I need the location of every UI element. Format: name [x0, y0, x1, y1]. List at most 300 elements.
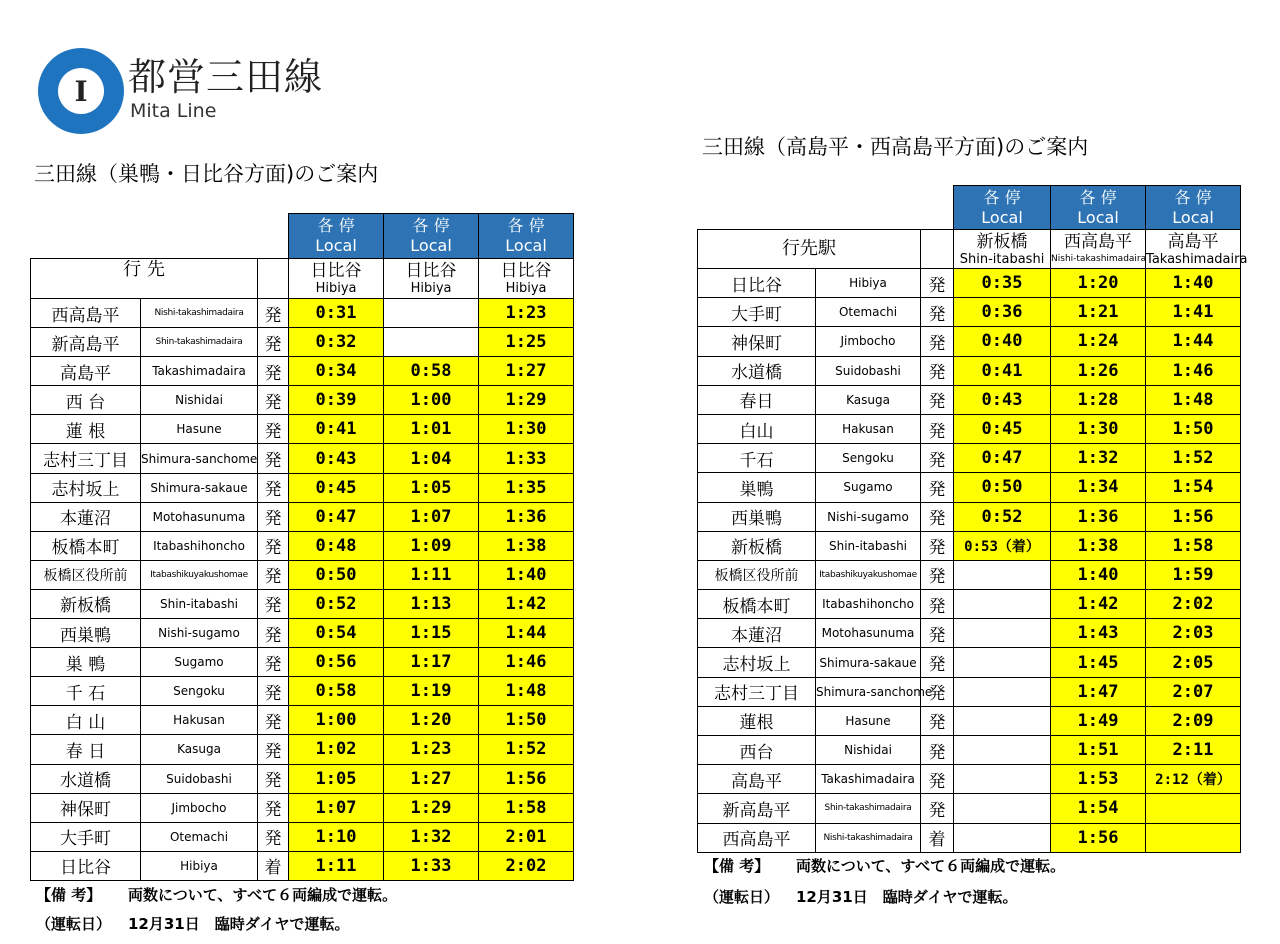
station-name-en: Shimura-sanchome: [141, 444, 258, 473]
station-name-en: Takashimadaira: [141, 357, 258, 386]
line-name-en: Mita Line: [130, 100, 217, 122]
dep-arr-mark: 発: [258, 589, 289, 618]
terminal-en: Hibiya: [505, 281, 547, 296]
train-type-en: Local: [505, 236, 547, 255]
station-name-jp: 新高島平: [698, 794, 816, 823]
time-cell: 1:53: [1051, 765, 1146, 794]
note-label: （運転日）: [704, 888, 780, 906]
time-cell: 1:36: [1051, 502, 1146, 531]
note: [704, 887, 1017, 907]
destination-header: 行先駅: [698, 230, 921, 269]
time-cell: 1:58: [1146, 531, 1241, 560]
time-cell: 2:05: [1146, 648, 1241, 677]
time-cell: [954, 590, 1051, 619]
station-row: [31, 706, 574, 735]
time-cell: 0:40: [954, 327, 1051, 356]
train-type: [1146, 186, 1241, 230]
station-row: [31, 357, 574, 386]
station-name-jp: 板橋区役所前: [698, 560, 816, 589]
station-row: [31, 560, 574, 589]
train-type-en: Local: [1077, 207, 1119, 227]
time-cell: 1:20: [384, 706, 479, 735]
dep-arr-mark: 発: [921, 794, 954, 823]
train-type-en: Local: [1172, 207, 1214, 227]
station-row: [31, 851, 574, 880]
terminal-station: [1146, 230, 1248, 269]
time-cell: 1:45: [1051, 648, 1146, 677]
time-cell: 1:00: [289, 706, 384, 735]
time-cell: 2:12（着）: [1146, 765, 1241, 794]
station-name-en: Shimura-sakaue: [816, 648, 921, 677]
terminal-station: [1051, 230, 1146, 269]
train-type: [479, 214, 574, 259]
time-cell: 1:05: [384, 473, 479, 502]
dep-arr-mark: 発: [921, 269, 954, 298]
terminal-station: [954, 230, 1051, 269]
timetable-takashimadaira: [697, 185, 1248, 853]
time-cell: 2:01: [479, 822, 574, 851]
station-name-jp: 新高島平: [31, 328, 141, 357]
dep-arr-mark: 発: [921, 736, 954, 765]
station-row: [31, 299, 574, 328]
station-row: [31, 822, 574, 851]
time-cell: 1:43: [1051, 619, 1146, 648]
note-text: 両数について、すべて６両編成で運転。: [796, 857, 1066, 875]
time-cell: 1:54: [1146, 473, 1241, 502]
station-name-jp: 高島平: [31, 357, 141, 386]
dep-arr-mark: 発: [921, 677, 954, 706]
time-cell: 0:47: [954, 444, 1051, 473]
blank-cell: [921, 230, 954, 269]
dep-arr-mark: 発: [258, 793, 289, 822]
station-name-en: Shimura-sanchome: [816, 677, 921, 706]
time-cell: 0:53（着）: [954, 531, 1051, 560]
train-type-jp: 各 停: [507, 216, 545, 235]
station-name-jp: 板橋本町: [698, 590, 816, 619]
station-name-jp: 西巣鴨: [698, 502, 816, 531]
time-cell: 1:46: [479, 648, 574, 677]
time-cell: [954, 648, 1051, 677]
train-type: [954, 186, 1051, 230]
time-cell: 1:51: [1051, 736, 1146, 765]
time-cell: 1:48: [479, 677, 574, 706]
station-name-en: Motohasunuma: [816, 619, 921, 648]
station-name-jp: 白山: [698, 414, 816, 443]
train-type-jp: 各 停: [317, 216, 355, 235]
station-name-jp: 西巣鴨: [31, 619, 141, 648]
station-name-jp: 板橋本町: [31, 531, 141, 560]
station-name-en: Hasune: [141, 415, 258, 444]
station-name-en: Sengoku: [141, 677, 258, 706]
dep-arr-mark: 発: [921, 414, 954, 443]
destination-header: 行 先: [31, 259, 258, 299]
dep-arr-mark: 着: [921, 823, 954, 852]
time-cell: 1:23: [479, 299, 574, 328]
dep-arr-mark: 発: [921, 502, 954, 531]
station-name-jp: 新板橋: [698, 531, 816, 560]
time-cell: 1:09: [384, 531, 479, 560]
station-name-jp: 蓮根: [698, 706, 816, 735]
station-name-en: Motohasunuma: [141, 502, 258, 531]
station-row: [698, 619, 1241, 648]
terminal-en: Hibiya: [410, 281, 452, 296]
time-cell: 0:43: [289, 444, 384, 473]
header-row: [698, 230, 1241, 269]
dep-arr-mark: 発: [921, 560, 954, 589]
station-name-jp: 大手町: [31, 822, 141, 851]
station-name-en: Kasuga: [816, 385, 921, 414]
dep-arr-mark: 発: [258, 706, 289, 735]
train-type-jp: 各 停: [983, 187, 1021, 207]
time-cell: 1:07: [289, 793, 384, 822]
timetable-sugamo-hibiya: [30, 213, 574, 881]
station-name-jp: 本蓮沼: [31, 502, 141, 531]
station-name-jp: 大手町: [698, 298, 816, 327]
station-row: [698, 590, 1241, 619]
time-cell: 1:41: [1146, 298, 1241, 327]
train-type-en: Local: [410, 236, 452, 255]
terminal-jp: 新板橋: [976, 231, 1028, 252]
header-row: [31, 259, 574, 299]
station-name-jp: 神保町: [31, 793, 141, 822]
train-type-en: Local: [981, 207, 1023, 227]
station-name-en: Itabashikuyakushomae: [816, 560, 921, 589]
station-name-jp: 本蓮沼: [698, 619, 816, 648]
station-name-en: Itabashihoncho: [141, 531, 258, 560]
dep-arr-mark: 発: [921, 298, 954, 327]
time-cell: 0:47: [289, 502, 384, 531]
time-cell: 0:31: [289, 299, 384, 328]
time-cell: 1:40: [1146, 269, 1241, 298]
station-row: [698, 327, 1241, 356]
time-cell: 0:35: [954, 269, 1051, 298]
time-cell: 0:58: [384, 357, 479, 386]
time-cell: 1:28: [1051, 385, 1146, 414]
time-cell: 0:58: [289, 677, 384, 706]
station-name-en: Suidobashi: [816, 356, 921, 385]
station-row: [698, 765, 1241, 794]
time-cell: 1:25: [479, 328, 574, 357]
dep-arr-mark: 発: [921, 444, 954, 473]
dep-arr-mark: 発: [258, 386, 289, 415]
time-cell: 2:09: [1146, 706, 1241, 735]
time-cell: 1:13: [384, 589, 479, 618]
terminal-en: Hibiya: [315, 281, 357, 296]
time-cell: 1:42: [1051, 590, 1146, 619]
train-type: [1051, 186, 1146, 230]
station-name-jp: 西 台: [31, 386, 141, 415]
station-row: [31, 502, 574, 531]
time-cell: [954, 677, 1051, 706]
dep-arr-mark: 発: [921, 590, 954, 619]
time-cell: 0:56: [289, 648, 384, 677]
dep-arr-mark: 発: [258, 444, 289, 473]
station-row: [698, 560, 1241, 589]
station-name-jp: 巣鴨: [698, 473, 816, 502]
time-cell: 1:23: [384, 735, 479, 764]
station-row: [31, 619, 574, 648]
time-cell: 1:30: [1051, 414, 1146, 443]
time-cell: 1:33: [384, 851, 479, 880]
time-cell: 1:40: [479, 560, 574, 589]
time-cell: 1:49: [1051, 706, 1146, 735]
terminal-station: [479, 259, 574, 299]
time-cell: [954, 560, 1051, 589]
time-cell: 1:52: [479, 735, 574, 764]
note-label: 【備 考】: [36, 886, 102, 904]
time-cell: 1:56: [479, 764, 574, 793]
station-name-jp: 神保町: [698, 327, 816, 356]
station-name-jp: 巣 鴨: [31, 648, 141, 677]
terminal-jp: 高島平: [1167, 231, 1219, 252]
time-cell: 1:32: [1051, 444, 1146, 473]
dep-arr-mark: 発: [258, 531, 289, 560]
station-name-en: Sugamo: [816, 473, 921, 502]
station-name-jp: 水道橋: [31, 764, 141, 793]
blank-cell: [258, 259, 289, 299]
time-cell: [384, 299, 479, 328]
time-cell: 1:27: [479, 357, 574, 386]
station-row: [31, 415, 574, 444]
time-cell: [1146, 794, 1241, 823]
station-row: [698, 298, 1241, 327]
mita-line-logo: [38, 48, 124, 134]
station-name-jp: 西台: [698, 736, 816, 765]
station-name-jp: 志村三丁目: [31, 444, 141, 473]
station-name-jp: 蓮 根: [31, 415, 141, 444]
dep-arr-mark: 発: [921, 619, 954, 648]
time-cell: 1:01: [384, 415, 479, 444]
station-row: [698, 677, 1241, 706]
note: [36, 914, 349, 934]
terminal-jp: 日比谷: [405, 261, 457, 281]
dep-arr-mark: 発: [921, 531, 954, 560]
station-name-jp: 水道橋: [698, 356, 816, 385]
time-cell: 1:56: [1146, 502, 1241, 531]
time-cell: 1:33: [479, 444, 574, 473]
time-cell: [954, 765, 1051, 794]
station-name-en: Sugamo: [141, 648, 258, 677]
time-cell: 0:41: [289, 415, 384, 444]
station-row: [31, 735, 574, 764]
station-name-en: Itabashikuyakushomae: [141, 560, 258, 589]
station-row: [698, 356, 1241, 385]
time-cell: 1:42: [479, 589, 574, 618]
station-name-jp: 板橋区役所前: [31, 560, 141, 589]
note: [36, 885, 397, 905]
time-cell: 1:27: [384, 764, 479, 793]
station-row: [31, 648, 574, 677]
station-name-en: Suidobashi: [141, 764, 258, 793]
terminal-jp: 日比谷: [500, 261, 552, 281]
terminal-en: Takashimadaira: [1146, 251, 1248, 267]
station-row: [31, 531, 574, 560]
note-text: 12月31日 臨時ダイヤで運転。: [796, 888, 1018, 906]
station-name-jp: 志村坂上: [31, 473, 141, 502]
time-cell: 1:24: [1051, 327, 1146, 356]
time-cell: 1:36: [479, 502, 574, 531]
time-cell: 0:39: [289, 386, 384, 415]
terminal-en: Nishi-takashimadaira: [1051, 253, 1147, 264]
dep-arr-mark: 発: [258, 473, 289, 502]
time-cell: 1:44: [1146, 327, 1241, 356]
dep-arr-mark: 発: [258, 299, 289, 328]
time-cell: [954, 736, 1051, 765]
dep-arr-mark: 着: [258, 851, 289, 880]
time-cell: 0:50: [289, 560, 384, 589]
time-cell: 1:35: [479, 473, 574, 502]
right-table-title: 三田線（高島平・西高島平方面)のご案内: [702, 135, 1089, 159]
time-cell: 1:20: [1051, 269, 1146, 298]
station-row: [698, 269, 1241, 298]
station-row: [698, 444, 1241, 473]
dep-arr-mark: 発: [921, 648, 954, 677]
dep-arr-mark: 発: [921, 385, 954, 414]
time-cell: 1:54: [1051, 794, 1146, 823]
station-name-jp: 西高島平: [31, 299, 141, 328]
time-cell: [1146, 823, 1241, 852]
station-row: [698, 823, 1241, 852]
station-name-en: Otemachi: [816, 298, 921, 327]
station-name-en: Nishi-takashimadaira: [141, 299, 258, 328]
station-row: [31, 386, 574, 415]
time-cell: 1:29: [479, 386, 574, 415]
dep-arr-mark: 発: [258, 822, 289, 851]
time-cell: 2:02: [1146, 590, 1241, 619]
station-name-jp: 日比谷: [31, 851, 141, 880]
time-cell: 1:07: [384, 502, 479, 531]
station-name-en: Jimbocho: [816, 327, 921, 356]
train-type-jp: 各 停: [1079, 187, 1117, 207]
station-row: [698, 473, 1241, 502]
time-cell: 0:43: [954, 385, 1051, 414]
note-text: 両数について、すべて６両編成で運転。: [128, 886, 398, 904]
dep-arr-mark: 発: [258, 328, 289, 357]
station-row: [698, 648, 1241, 677]
station-name-en: Shin-itabashi: [141, 589, 258, 618]
station-name-en: Jimbocho: [141, 793, 258, 822]
station-name-en: Nishi-sugamo: [141, 619, 258, 648]
time-cell: 1:04: [384, 444, 479, 473]
train-type-en: Local: [315, 236, 357, 255]
station-row: [698, 531, 1241, 560]
time-cell: 0:54: [289, 619, 384, 648]
station-name-en: Kasuga: [141, 735, 258, 764]
station-name-en: Shin-takashimadaira: [816, 794, 921, 823]
time-cell: [954, 823, 1051, 852]
time-cell: 1:29: [384, 793, 479, 822]
station-row: [31, 793, 574, 822]
train-type-jp: 各 停: [1174, 187, 1212, 207]
time-cell: 0:50: [954, 473, 1051, 502]
line-symbol: I: [58, 68, 104, 114]
station-name-jp: 志村坂上: [698, 648, 816, 677]
time-cell: 1:44: [479, 619, 574, 648]
station-name-en: Hasune: [816, 706, 921, 735]
terminal-station: [289, 259, 384, 299]
station-name-en: Itabashihoncho: [816, 590, 921, 619]
station-row: [31, 677, 574, 706]
station-row: [698, 385, 1241, 414]
time-cell: 1:02: [289, 735, 384, 764]
time-cell: 0:36: [954, 298, 1051, 327]
time-cell: [384, 328, 479, 357]
station-name-en: Nishi-takashimadaira: [816, 823, 921, 852]
time-cell: 1:10: [289, 822, 384, 851]
time-cell: 1:59: [1146, 560, 1241, 589]
dep-arr-mark: 発: [258, 764, 289, 793]
terminal-station: [384, 259, 479, 299]
dep-arr-mark: 発: [921, 327, 954, 356]
time-cell: 2:02: [479, 851, 574, 880]
terminal-jp: 西高島平: [1064, 231, 1133, 252]
note-label: 【備 考】: [704, 857, 770, 875]
train-type: [289, 214, 384, 259]
station-name-jp: 志村三丁目: [698, 677, 816, 706]
train-type-row: [698, 186, 1241, 230]
station-name-en: Hakusan: [816, 414, 921, 443]
dep-arr-mark: 発: [921, 706, 954, 735]
time-cell: 1:58: [479, 793, 574, 822]
time-cell: 1:50: [1146, 414, 1241, 443]
time-cell: 1:17: [384, 648, 479, 677]
note: [704, 856, 1065, 876]
station-name-jp: 新板橋: [31, 589, 141, 618]
train-type: [384, 214, 479, 259]
dep-arr-mark: 発: [258, 415, 289, 444]
time-cell: 1:48: [1146, 385, 1241, 414]
time-cell: 1:19: [384, 677, 479, 706]
station-name-en: Shimura-sakaue: [141, 473, 258, 502]
dep-arr-mark: 発: [258, 357, 289, 386]
time-cell: 0:41: [954, 356, 1051, 385]
time-cell: 0:45: [954, 414, 1051, 443]
time-cell: 0:52: [954, 502, 1051, 531]
dep-arr-mark: 発: [258, 502, 289, 531]
station-name-jp: 千 石: [31, 677, 141, 706]
station-row: [698, 736, 1241, 765]
dep-arr-mark: 発: [258, 648, 289, 677]
time-cell: 1:56: [1051, 823, 1146, 852]
time-cell: 1:11: [289, 851, 384, 880]
time-cell: 1:40: [1051, 560, 1146, 589]
time-cell: 1:00: [384, 386, 479, 415]
dep-arr-mark: 発: [258, 560, 289, 589]
note-label: （運転日）: [36, 915, 112, 933]
time-cell: 0:34: [289, 357, 384, 386]
station-name-jp: 春日: [698, 385, 816, 414]
station-name-en: Shin-takashimadaira: [141, 328, 258, 357]
station-row: [698, 502, 1241, 531]
dep-arr-mark: 発: [258, 735, 289, 764]
time-cell: 0:48: [289, 531, 384, 560]
time-cell: 1:11: [384, 560, 479, 589]
station-name-en: Takashimadaira: [816, 765, 921, 794]
time-cell: 0:52: [289, 589, 384, 618]
blank-cell: [698, 186, 954, 230]
dep-arr-mark: 発: [921, 356, 954, 385]
blank-cell: [31, 214, 289, 259]
note-text: 12月31日 臨時ダイヤで運転。: [128, 915, 350, 933]
time-cell: [954, 619, 1051, 648]
time-cell: 1:38: [479, 531, 574, 560]
station-row: [31, 328, 574, 357]
station-name-en: Shin-itabashi: [816, 531, 921, 560]
station-name-jp: 春 日: [31, 735, 141, 764]
time-cell: 1:52: [1146, 444, 1241, 473]
station-row: [31, 444, 574, 473]
station-name-jp: 千石: [698, 444, 816, 473]
